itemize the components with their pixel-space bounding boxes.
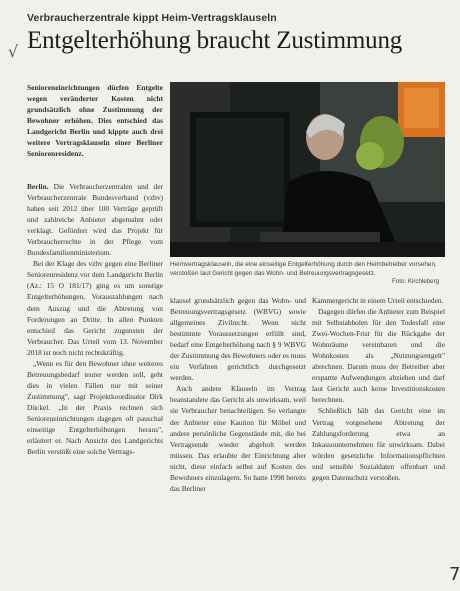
photo-caption: Heimvertragsklauseln, die eine einseitige Entgelterhöhung durch den Heimbetreiber vorsehen, verstoßen laut Gericht gegen das Wohn- und Betreuungsvertragsgesetz. [170,261,437,277]
col1-paragraph-3: „Wenn es für den Bewohner ohne weiteres Betreuungsbedarf teurer werden soll, geht dies in vielen Fällen nur mit seiner Zustimmung", sagt Projektkoordinator Dirk Dückel. „In der Praxis rechnen sich Senioreneinrichtungen dagegen oft pauschal einseitige Entgelterhöhungen heraus", erläutert er. Nach Ansicht des Landgerichts Berlin verstößt eine solche Vertrags- [27,358,163,457]
margin-checkmark-icon: √ [8,42,19,61]
col3-paragraph-2: Dagegen dürfen die Anbieter zum Beispiel mit Selbstabholen für den Todesfall eine Zwei-Wochen-Frist für die Rückgabe der Wohnräume vereinbaren und die Wohnkosten als „Nutzungsentgelt" abrechnen. Darum muss der Betreiber aber erspartte Aufwendungen abziehen und darf laut Gericht auch keine Investitionskosten berechnen. [312,307,445,405]
photo-illustration [170,82,445,257]
column-2 [170,295,306,494]
column-1 [27,181,163,457]
col2-paragraph-2: Auch andere Klauseln im Vertrag beanstandete das Gericht als unwirksam, weil sie Verbraucher benachteiligen. So verlangte der Anbieter eine Kaution für Möbel und andere persönliche Gegenstände mit, die bei Vertragsende wieder abgeholt werden müssen. Das erlaubte der Einrichtung aber nicht, diese einfach selbst auf Kosten des Bewohners einzulagern. So hatte 1998 bereits das Berliner [170,384,306,493]
col3-paragraph-3: Schließlich hält das Gericht eine im Vertrag vorgesehene Abtretung der Zahlungsforderung etwa an Inkassounternehmen für unwirksam. Dabei würden gesetzliche Informationspflichten und sensible Sozialdaten offenbart und gegen Datenschutz verstoßen. [312,406,445,482]
photo-credit: Foto: Kirchleberg [392,278,440,285]
col1-paragraph-1: Berlin. Die Verbraucherzentralen und der Verbraucherzentrale Bundesverband (vzbv) haben seit 2012 über 100 Verträge geprüft und zahlreiche Anbieter abgemahnt oder verklagt. Gefördert wird das Projekt für Verbraucherrechte in der Pflege vom Bundesfamilienministerium. [27,182,163,258]
col1-paragraph-2: Bei der Klage des vzbv gegen eine Berliner Seniorenresidenz vor dem Landgericht Berlin (Az.: 15 O 181/17) ging es um sonstige Entgelterhöhungen, Vorauszahlungen nach dem Auszug und die Abtretung von Forderungen an Dritte. In allen Punkten entschied das Gericht zugunsten der Verbraucher. Das Urteil vom 13. November 2018 ist noch nicht rechtskräftig. [27,259,163,357]
page-mark: 7 [449,564,460,585]
article-photo [170,82,445,257]
headline: Entgelterhöhung braucht Zustimmung [27,27,403,54]
column-3 [312,295,445,483]
dateline: Berlin. [27,182,49,191]
lead-paragraph: Senioreneinrichtungen dürfen Entgelte wegen veränderter Kosten nicht grundsätzlich ohne Zustimmung der Bewohner erhöhen. Dies entschied das Landgericht Berlin und kippte auch drei weitere Vertragsklauseln einer Berliner Seniorenresidenz. [27,83,163,159]
col3-paragraph-1: Kammergericht in einem Urteil entschieden. [312,296,444,305]
col2-paragraph-1: klausel grundsätzlich gegen das Wohn- und Betreuungsvertragsgesetz (WBVG) sowie allgemeines Zivilrecht. Wenn nicht bestimmte Voraussetzungen erfüllt sind, bedarf eine Entgelterhöhung nach § 9 WBVG der Zustimmung des Bewohners oder es muss ein Verfahren gerichtlich durchgesetzt werden. [170,296,306,383]
kicker: Verbraucherzentrale kippt Heim-Vertragsklauseln [27,12,277,24]
